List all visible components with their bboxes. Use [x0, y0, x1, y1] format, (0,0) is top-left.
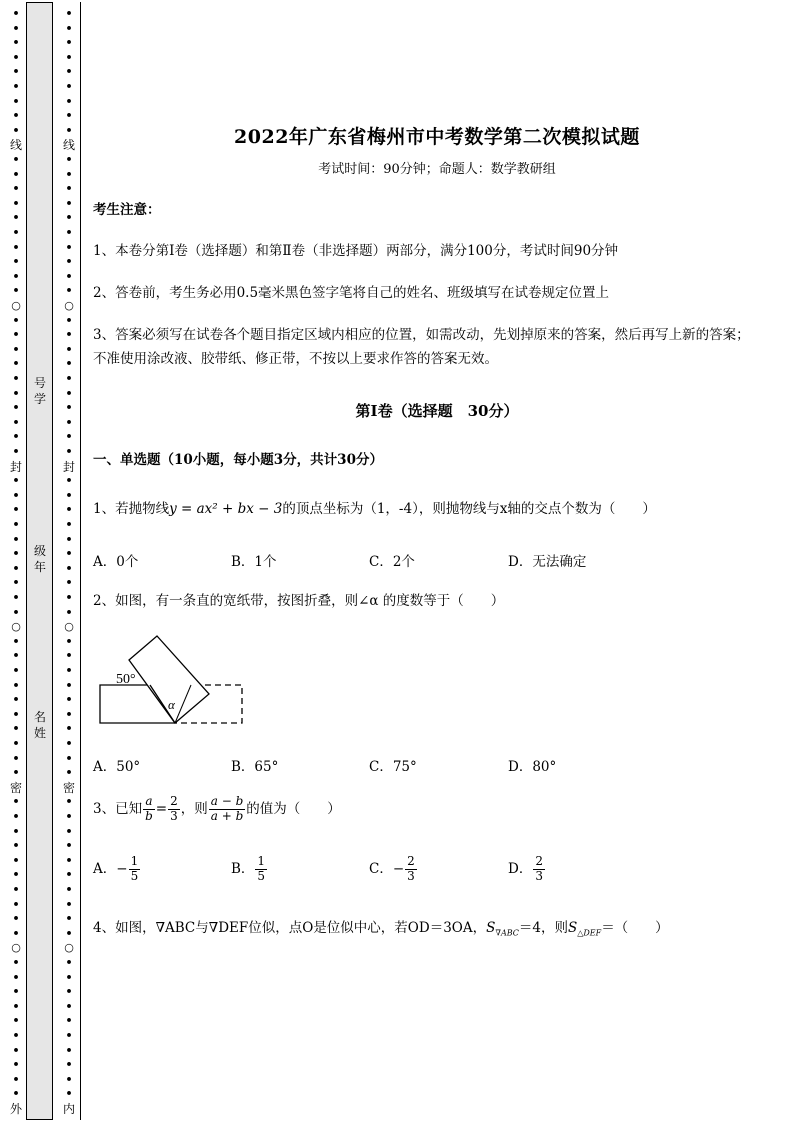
outer-seal-marker-2: ○: [11, 299, 21, 312]
outer-seal-dot: •: [12, 868, 20, 882]
outer-seal-dot: •: [12, 591, 20, 604]
question-4: [93, 918, 753, 940]
inner-seal-dot: •: [65, 328, 73, 342]
inner-seal-dot: •: [65, 503, 73, 517]
outer-seal-dot: •: [12, 751, 20, 765]
outer-seal-dot: •: [12, 50, 20, 64]
outer-seal-dot: •: [12, 357, 20, 371]
q3-option-b: B． $\frac{1}{5}$: [231, 854, 266, 883]
outer-seal-dot: •: [12, 80, 20, 93]
outer-seal-dot: •: [12, 970, 20, 984]
outer-seal-dot: •: [12, 1072, 20, 1086]
outer-seal-dot: •: [12, 36, 20, 50]
q2-option-d: D．80°: [508, 759, 557, 775]
outer-seal-dot: •: [12, 532, 20, 546]
outer-seal-dot: •: [12, 430, 20, 444]
q1-suffix: 的顶点坐标为（1，-4），则抛物线与x轴的交点个数为（ ）: [282, 501, 656, 517]
inner-seal-dot: •: [65, 153, 73, 166]
inner-seal-dot: •: [65, 430, 73, 444]
q4-s-abc-value: ＝4: [518, 920, 541, 936]
angle-50-label: 50°: [116, 672, 136, 687]
q1-formula: y = ax² + bx − 3: [169, 501, 283, 517]
q3-option-d: D． $\frac{2}{3}$: [508, 854, 543, 883]
inner-seal-dot: •: [65, 605, 73, 619]
outer-seal-dot: •: [12, 722, 20, 736]
q3-prefix: 3、已知: [93, 800, 143, 817]
inner-seal-dot: •: [65, 956, 73, 969]
q4-s-def: $S_{\triangle DEF}$: [567, 920, 602, 938]
outer-seal-dot: •: [12, 386, 20, 400]
q4-text-b: ，则: [540, 920, 568, 936]
outer-seal-dot: •: [12, 269, 20, 283]
inner-seal-dot: •: [65, 532, 73, 546]
outer-seal-dot: •: [12, 1087, 20, 1101]
inner-seal-marker-2: ○: [64, 299, 74, 312]
inner-seal-dot: •: [65, 649, 73, 663]
inner-seal-dot: •: [65, 415, 73, 429]
notice-item-2: 2、答卷前，考生务必用0.5毫米黑色签字笔将自己的姓名、班级填写在试卷规定位置上: [93, 285, 610, 301]
outer-seal-dot: •: [12, 415, 20, 429]
inner-seal-marker-3: 封: [63, 459, 76, 474]
inner-seal-marker-4: ○: [64, 620, 74, 634]
inner-seal-dot: •: [65, 693, 73, 707]
outer-seal-dot: •: [12, 737, 20, 750]
q2-option-a: A．50°: [93, 759, 141, 775]
inner-seal-dot: •: [65, 518, 73, 531]
outer-seal-dot: •: [12, 372, 20, 385]
name-label: 名姓: [33, 710, 46, 741]
outer-seal-dot: •: [12, 605, 20, 619]
inner-seal-dot: •: [65, 591, 73, 604]
inner-seal-dot: •: [65, 868, 73, 882]
inner-seal-dot: •: [65, 883, 73, 896]
outer-seal-column: [10, 7, 23, 1116]
inner-seal-dot: •: [65, 912, 73, 926]
outer-seal-dot: •: [12, 810, 20, 823]
inner-seal-dot: •: [65, 255, 73, 269]
outer-seal-dot: •: [12, 488, 20, 502]
q3-fraction-a-over-b: $\frac{a}{b}$: [145, 794, 153, 823]
inner-seal-dot: •: [65, 1014, 73, 1028]
inner-seal-marker-7: 内: [63, 1102, 76, 1116]
outer-seal-dot: •: [12, 284, 20, 298]
outer-seal-dot: •: [12, 1043, 20, 1057]
q1-option-d: D．无法确定: [508, 554, 587, 570]
outer-seal-dot: •: [12, 985, 20, 999]
notice-item-1: 1、本卷分第I卷（选择题）和第Ⅱ卷（非选择题）两部分，满分100分，考试时间90分钟: [93, 243, 619, 259]
outer-seal-dot: •: [12, 313, 20, 327]
inner-seal-dot: •: [65, 561, 73, 575]
inner-seal-marker-5: 密: [63, 780, 76, 795]
inner-seal-dot: •: [65, 576, 73, 590]
question-3: [93, 795, 753, 824]
outer-seal-dot: •: [12, 1029, 20, 1042]
inner-seal-dot: •: [65, 7, 73, 20]
folded-strip-figure: [95, 630, 250, 730]
inner-seal-dot: •: [65, 401, 73, 415]
inner-seal-dot: •: [65, 634, 73, 648]
inner-seal-dot: •: [65, 372, 73, 385]
outer-seal-dot: •: [12, 678, 20, 692]
inner-seal-dot: •: [65, 722, 73, 736]
inner-seal-dot: •: [65, 547, 73, 561]
outer-seal-dot: •: [12, 795, 20, 809]
notice-item-3: 3、答案必须写在试卷各个题目指定区域内相应的位置，如需改动，先划掉原来的答案，然后再写上新的答案；不准使用涂改液、胶带纸、修正带，不按以上要求作答的答案无效。: [93, 327, 750, 367]
inner-seal-dot: •: [65, 824, 73, 838]
section-title: 第I卷（选择题 30分）: [355, 402, 519, 420]
inner-seal-dot: •: [65, 211, 73, 225]
outer-seal-marker-7: 外: [10, 1102, 23, 1116]
page-subtitle: 考试时间：90分钟；命题人：数学教研组: [318, 162, 556, 177]
inner-seal-dot: •: [65, 109, 73, 123]
outer-seal-dot: •: [12, 956, 20, 969]
q3-option-a: A．− $\frac{1}{5}$: [93, 854, 139, 883]
q4-text-a: 4、如图，∇ABC与∇DEF位似，点O是位似中心，若OD＝3OA，: [93, 920, 487, 936]
inner-seal-dot: •: [65, 810, 73, 823]
outer-seal-dot: •: [12, 65, 20, 79]
outer-seal-dot: •: [12, 474, 20, 488]
q3-suffix: 的值为（ ）: [246, 800, 341, 817]
outer-seal-dot: •: [12, 211, 20, 225]
q2-option-c: C．75°: [369, 759, 417, 775]
inner-seal-dot: •: [65, 970, 73, 984]
grade-label: 级年: [33, 544, 46, 575]
outer-seal-marker-3: 封: [10, 459, 23, 474]
inner-seal-dot: •: [65, 386, 73, 400]
outer-seal-dot: •: [12, 824, 20, 838]
q3-equals: =: [155, 800, 168, 817]
outer-seal-dot: •: [12, 7, 20, 20]
inner-seal-dot: •: [65, 678, 73, 692]
outer-seal-dot: •: [12, 94, 20, 108]
outer-seal-dot: •: [12, 576, 20, 590]
inner-seal-dot: •: [65, 445, 73, 458]
outer-seal-dot: •: [12, 182, 20, 196]
outer-seal-dot: •: [12, 999, 20, 1013]
outer-seal-dot: •: [12, 255, 20, 269]
inner-seal-dot: •: [65, 751, 73, 765]
inner-seal-dot: •: [65, 50, 73, 64]
question-1: [93, 499, 753, 521]
outer-seal-dot: •: [12, 1058, 20, 1072]
inner-seal-dot: •: [65, 196, 73, 210]
outer-seal-dot: •: [12, 547, 20, 561]
inner-seal-dot: •: [65, 926, 73, 940]
inner-seal-dot: •: [65, 313, 73, 327]
inner-seal-marker-1: 线: [63, 138, 76, 153]
inner-seal-dot: •: [65, 999, 73, 1013]
outer-seal-dot: •: [12, 839, 20, 853]
outer-seal-dot: •: [12, 240, 20, 254]
inner-seal-dot: •: [65, 488, 73, 502]
outer-seal-dot: •: [12, 897, 20, 911]
outer-seal-dot: •: [12, 226, 20, 239]
q1-prefix: 1、若抛物线: [93, 501, 170, 517]
question-2: 2、如图，有一条直的宽纸带，按图折叠，则∠α 的度数等于（ ）: [93, 593, 505, 609]
q4-s-def-value: ＝（ ）: [601, 920, 669, 936]
outer-seal-dot: •: [12, 766, 20, 780]
inner-seal-dot: •: [65, 36, 73, 50]
outer-seal-marker-4: ○: [11, 620, 21, 634]
outer-seal-dot: •: [12, 853, 20, 867]
outer-seal-dot: •: [12, 109, 20, 123]
inner-seal-dot: •: [65, 1043, 73, 1057]
inner-seal-dot: •: [65, 123, 73, 137]
inner-seal-dot: •: [65, 357, 73, 371]
inner-seal-dot: •: [65, 1058, 73, 1072]
outer-seal-dot: •: [12, 328, 20, 342]
outer-seal-dot: •: [12, 883, 20, 896]
inner-seal-dot: •: [65, 1029, 73, 1042]
alpha-label: α: [168, 697, 175, 712]
outer-seal-dot: •: [12, 342, 20, 356]
outer-seal-dot: •: [12, 445, 20, 458]
outer-seal-dot: •: [12, 664, 20, 677]
inner-seal-dot: •: [65, 766, 73, 780]
inner-seal-dot: •: [65, 167, 73, 181]
inner-seal-dot: •: [65, 1087, 73, 1101]
outer-seal-dot: •: [12, 123, 20, 137]
outer-seal-dot: •: [12, 693, 20, 707]
page-title: 2022年广东省梅州市中考数学第二次模拟试题: [234, 126, 640, 148]
outer-seal-dot: •: [12, 196, 20, 210]
outer-seal-dot: •: [12, 1014, 20, 1028]
outer-seal-marker-1: 线: [10, 138, 23, 153]
student-number-label: 号学: [33, 376, 46, 407]
outer-seal-dot: •: [12, 926, 20, 940]
notice-heading: 考生注意：: [93, 202, 161, 218]
inner-seal-dot: •: [65, 240, 73, 254]
inner-seal-dot: •: [65, 839, 73, 853]
outer-seal-dot: •: [12, 912, 20, 926]
inner-seal-dot: •: [65, 795, 73, 809]
q4-s-abc: $S_{\nabla ABC}$: [486, 920, 519, 938]
outer-seal-dot: •: [12, 649, 20, 663]
q1-option-c: C．2个: [369, 554, 415, 570]
outer-seal-dot: •: [12, 561, 20, 575]
outer-seal-marker-5: 密: [10, 780, 23, 795]
q2-option-b: B．65°: [231, 759, 279, 775]
inner-seal-marker-6: ○: [64, 941, 74, 955]
outer-seal-dot: •: [12, 153, 20, 166]
inner-seal-dot: •: [65, 269, 73, 283]
inner-seal-dot: •: [65, 474, 73, 488]
inner-seal-dot: •: [65, 80, 73, 93]
inner-seal-column: [63, 7, 76, 1116]
outer-seal-dot: •: [12, 21, 20, 35]
q1-option-b: B．1个: [231, 554, 277, 570]
outer-seal-dot: •: [12, 707, 20, 721]
q3-fraction-expression: $\frac{a - b}{a + b}$: [210, 794, 244, 823]
inner-seal-dot: •: [65, 985, 73, 999]
q1-option-a: A．0个: [93, 554, 139, 570]
part-heading: 一、单选题（10小题，每小题3分，共计30分）: [93, 452, 383, 468]
inner-seal-dot: •: [65, 1072, 73, 1086]
inner-seal-dot: •: [65, 664, 73, 677]
q3-fraction-2-over-3: $\frac{2}{3}$: [170, 794, 178, 823]
inner-seal-dot: •: [65, 342, 73, 356]
q3-option-c: C．− $\frac{2}{3}$: [369, 854, 415, 883]
inner-seal-dot: •: [65, 65, 73, 79]
inner-seal-dot: •: [65, 21, 73, 35]
inner-seal-dot: •: [65, 707, 73, 721]
inner-seal-dot: •: [65, 94, 73, 108]
inner-seal-dot: •: [65, 182, 73, 196]
outer-seal-dot: •: [12, 634, 20, 648]
q3-mid: ，则: [180, 800, 208, 817]
inner-seal-dot: •: [65, 226, 73, 239]
inner-seal-dot: •: [65, 737, 73, 750]
outer-seal-dot: •: [12, 401, 20, 415]
outer-seal-dot: •: [12, 503, 20, 517]
inner-seal-dot: •: [65, 284, 73, 298]
outer-seal-dot: •: [12, 518, 20, 531]
outer-seal-marker-6: ○: [11, 941, 21, 955]
outer-seal-dot: •: [12, 167, 20, 181]
inner-seal-dot: •: [65, 897, 73, 911]
inner-seal-dot: •: [65, 853, 73, 867]
